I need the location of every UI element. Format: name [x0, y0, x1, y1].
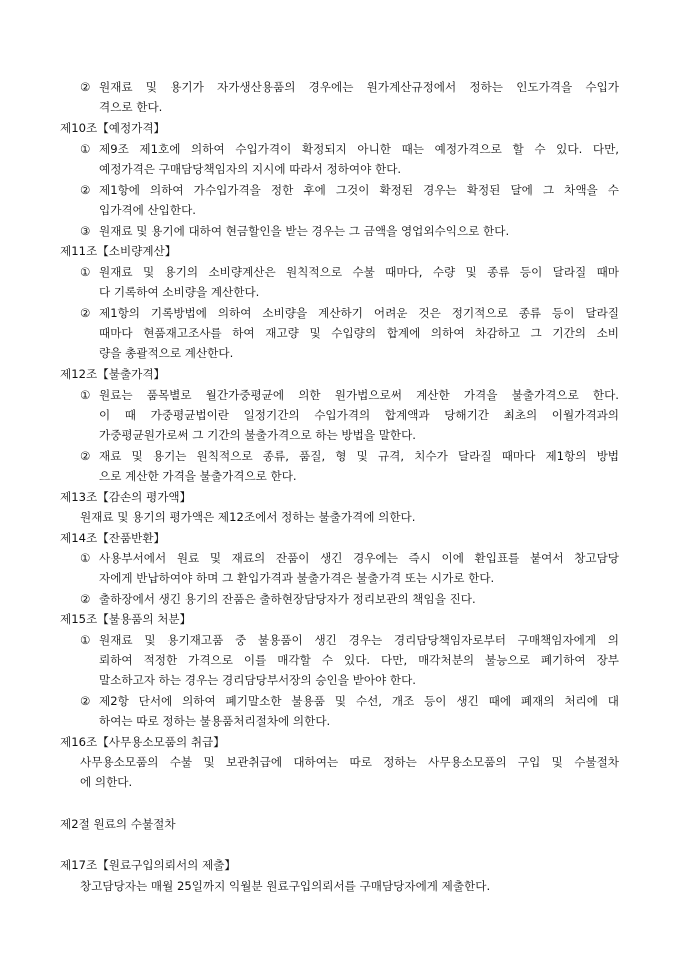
paragraph-line: 원재료 및 용기에 대하여 현금할인을 받는 경우는 그 금액을 영업외수익으로 한다. — [99, 224, 510, 238]
item-number: ① — [80, 265, 91, 279]
article-heading-11: 제11조【소비량계산】 — [60, 244, 177, 258]
paragraph-line: 원재료 및 용기의 소비량계산은 원칙적으로 수불 때마다, 수량 및 종류 등이 달라질 때마 — [99, 265, 619, 279]
paragraph-line: 원재료 및 용기재고품 중 불용품이 생긴 경우는 경리담당책임자로부터 구매책임자에게 의 — [99, 633, 619, 647]
item-number: ② — [80, 694, 91, 708]
paragraph-line: 사용부서에서 원료 및 재료의 잔품이 생긴 경우에는 즉시 이에 환입표를 붙여서 창고담당 — [99, 551, 619, 565]
paragraph-line: 제1항에 의하여 가수입가격을 정한 후에 그것이 확정된 경우는 확정된 달에 그 차액을 수 — [99, 183, 619, 197]
paragraph-line: 때마다 현품재고조사를 하여 재고량 및 수입량의 합계에 의하여 차감하고 그 기간의 소비 — [99, 326, 619, 340]
paragraph-line: 예정가격은 구매담당책임자의 지시에 따라서 정하여야 한다. — [99, 162, 402, 176]
paragraph-line: 재료 및 용기는 원칙적으로 종류, 품질, 형 및 규격, 치수가 달라질 때마다 제1항의 방법 — [99, 449, 619, 463]
item-number: ② — [80, 449, 91, 463]
paragraph-line: 창고담당자는 매월 25일까지 익월분 원료구입의뢰서를 구매담당자에게 제출한다. — [80, 879, 491, 893]
paragraph-line: 가중평균원가로써 그 기간의 불출가격으로 하는 방법을 말한다. — [99, 428, 416, 442]
paragraph-line: 뢰하여 적정한 가격으로 이를 매각할 수 있다. 다만, 매각처분의 불능으로 폐기하여 장부 — [99, 653, 619, 667]
paragraph-line: 말소하고자 하는 경우는 경리담당부서장의 승인을 받아야 한다. — [99, 673, 416, 687]
item-number: ② — [80, 80, 91, 94]
item-number: ① — [80, 633, 91, 647]
paragraph-line: 원재료 및 용기의 평가액은 제12조에서 정하는 불출가격에 의한다. — [80, 510, 416, 524]
article-heading-10: 제10조【예정가격】 — [60, 121, 166, 135]
paragraph-line: 에 의한다. — [80, 775, 133, 789]
paragraph-line: 이 때 가중평균법이란 일정기간의 수입가격의 합계액과 당해기간 최초의 이월가격과의 — [99, 408, 619, 422]
paragraph-line: 량을 총괄적으로 계산한다. — [99, 346, 234, 360]
article-heading-15: 제15조【불용품의 처분】 — [60, 612, 192, 626]
article-heading-13: 제13조【감손의 평가액】 — [60, 490, 192, 504]
article-heading-12: 제12조【불출가격】 — [60, 367, 166, 381]
paragraph-line: 입가격에 산입한다. — [99, 203, 196, 217]
paragraph-line: 출하장에서 생긴 용기의 잔품은 출하현장담당자가 정리보관의 책임을 진다. — [99, 592, 476, 606]
section-heading: 제2절 원료의 수불절차 — [60, 817, 176, 831]
paragraph-line: 하여는 따로 정하는 불용품처리절차에 의한다. — [99, 714, 331, 728]
item-number: ③ — [80, 224, 91, 238]
article-heading-17: 제17조【원료구입의뢰서의 제출】 — [60, 858, 237, 872]
paragraph-line: 으로 계산한 가격을 불출가격으로 한다. — [99, 469, 297, 483]
paragraph-line: 제1항의 기록방법에 의하여 소비량을 계산하기 어려운 것은 정기적으로 종류 등이 달라질 — [99, 306, 619, 320]
paragraph-line: 제2항 단서에 의하여 폐기말소한 불용품 및 수선, 개조 등이 생긴 때에 폐재의 처리에 대 — [99, 694, 619, 708]
paragraph-line: 자에게 반납하여야 하며 그 환입가격과 불출가격은 불출가격 또는 시가로 한다. — [99, 571, 495, 585]
paragraph-line: 원재료 및 용기가 자가생산용품의 경우에는 원가계산규정에서 정하는 인도가격을 수입가 — [99, 80, 619, 94]
item-number: ① — [80, 388, 91, 402]
item-number: ② — [80, 183, 91, 197]
paragraph-line: 격으로 한다. — [99, 100, 163, 114]
article-heading-16: 제16조【사무용소모품의 취급】 — [60, 735, 225, 749]
paragraph-line: 다 기록하여 소비량을 계산한다. — [99, 285, 260, 299]
paragraph-line: 제9조 제1호에 의하여 수입가격이 확정되지 아니한 때는 예정가격으로 할 수 있다. 다만, — [99, 142, 619, 156]
item-number: ② — [80, 592, 91, 606]
paragraph-line: 원료는 품목별로 월간가중평균에 의한 원가법으로써 계산한 가격을 불출가격으로 한다. — [99, 388, 619, 402]
article-heading-14: 제14조【잔품반환】 — [60, 531, 166, 545]
paragraph-line: 사무용소모품의 수불 및 보관취급에 대하여는 따로 정하는 사무용소모품의 구입 및 수불절차 — [80, 755, 619, 769]
item-number: ② — [80, 306, 91, 320]
item-number: ① — [80, 551, 91, 565]
item-number: ① — [80, 142, 91, 156]
